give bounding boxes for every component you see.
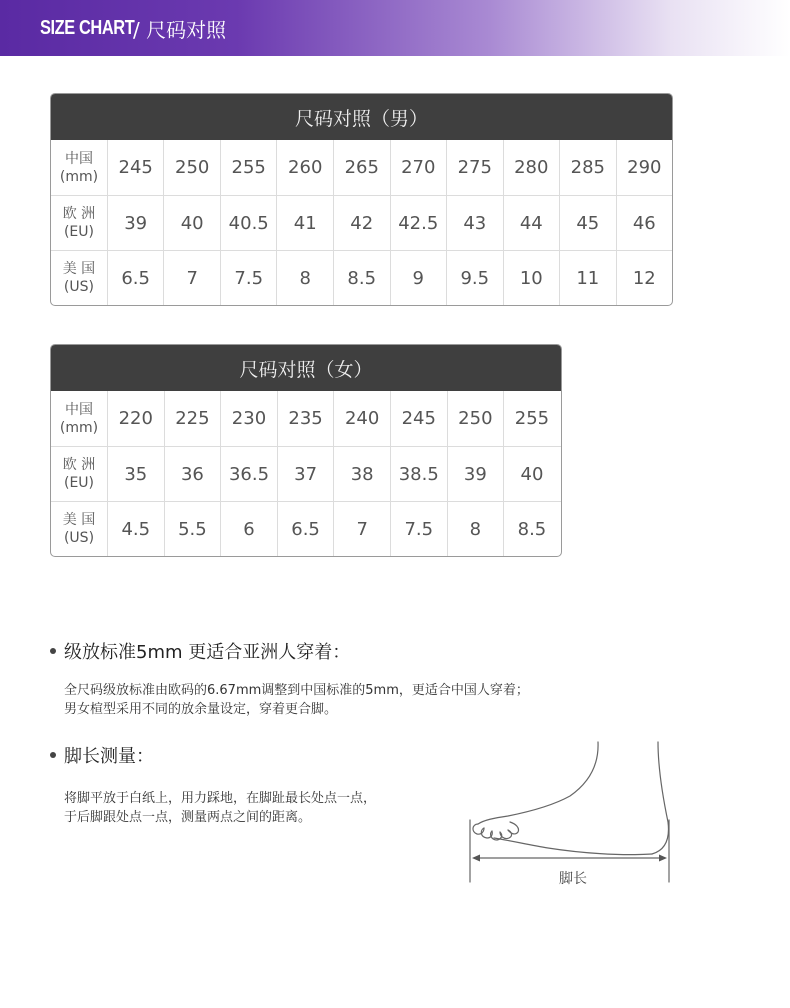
women-row-label <box>51 391 107 446</box>
women-size-cell: 220 <box>107 391 164 446</box>
row-label-unit: (mm) <box>59 168 99 185</box>
section-measure-heading: 脚长测量： <box>64 746 154 767</box>
foot-length-label: 脚长 <box>559 871 587 887</box>
men-size-cell: 280 <box>503 140 560 195</box>
foot-length-diagram <box>460 740 680 890</box>
section-grading-title <box>50 638 350 664</box>
foot-sole-outline <box>494 838 652 855</box>
foot-instep-outline <box>478 742 598 824</box>
men-size-cell: 265 <box>333 140 390 195</box>
men-size-cell: 9 <box>390 251 447 305</box>
women-table-title: 尺码对照（女） <box>51 345 561 391</box>
men-row-label <box>51 251 107 305</box>
row-label-name: 中国 <box>64 150 93 167</box>
arrow-right-icon <box>659 855 667 862</box>
women-size-cell: 35 <box>107 447 164 501</box>
men-size-cell: 285 <box>559 140 616 195</box>
men-size-cell: 41 <box>276 196 333 250</box>
women-row-label <box>51 447 107 501</box>
arrow-left-icon <box>472 855 480 862</box>
women-size-cell: 37 <box>277 447 334 501</box>
men-size-cell: 11 <box>559 251 616 305</box>
row-label-name: 美 国 <box>62 261 96 277</box>
women-size-cell: 7 <box>333 502 390 556</box>
section-measure-text <box>64 789 376 827</box>
women-size-cell: 7.5 <box>390 502 447 556</box>
men-size-cell: 255 <box>220 140 277 195</box>
section-measure-line: 将脚平放于白纸上，用力踩地，在脚趾最长处点一点， <box>64 791 377 806</box>
men-size-cell: 46 <box>616 196 673 250</box>
men-size-cell: 45 <box>559 196 616 250</box>
women-table-row <box>51 446 561 501</box>
women-size-cell: 5.5 <box>164 502 221 556</box>
section-grading-line: 全尺码级放标准由欧码的6.67mm调整到中国标准的5mm，更适合中国人穿着； <box>64 683 529 698</box>
women-size-cell: 36 <box>164 447 221 501</box>
section-measure-title <box>50 742 154 768</box>
men-size-cell: 8.5 <box>333 251 390 305</box>
section-grading-text <box>64 681 529 719</box>
row-label-unit: (EU) <box>63 224 94 240</box>
men-size-cell: 290 <box>616 140 673 195</box>
women-table-row <box>51 501 561 556</box>
header-banner <box>0 0 790 56</box>
bullet-dot-icon <box>50 648 56 654</box>
men-size-cell: 39 <box>107 196 164 250</box>
men-size-cell: 43 <box>446 196 503 250</box>
men-size-cell: 250 <box>163 140 220 195</box>
women-size-cell: 36.5 <box>220 447 277 501</box>
men-size-cell: 42.5 <box>390 196 447 250</box>
men-size-cell: 42 <box>333 196 390 250</box>
men-size-cell: 40.5 <box>220 196 277 250</box>
row-label-name: 美 国 <box>62 512 96 528</box>
row-label-unit: (mm) <box>59 419 99 436</box>
women-size-cell: 8.5 <box>503 502 560 556</box>
women-size-cell: 235 <box>277 391 334 446</box>
women-size-cell: 225 <box>164 391 221 446</box>
men-size-cell: 8 <box>276 251 333 305</box>
women-size-cell: 38 <box>333 447 390 501</box>
men-size-cell: 40 <box>163 196 220 250</box>
women-row-label <box>51 502 107 556</box>
men-size-cell: 6.5 <box>107 251 164 305</box>
women-size-table <box>50 344 562 557</box>
men-table-row <box>51 250 672 305</box>
women-size-cell: 39 <box>447 447 504 501</box>
men-size-cell: 7.5 <box>220 251 277 305</box>
banner-title-cn: / 尺码对照 <box>133 17 227 42</box>
men-row-label <box>51 196 107 250</box>
row-label-name: 中国 <box>65 401 93 418</box>
row-label-name: 欧 洲 <box>62 457 96 473</box>
women-size-cell: 255 <box>503 391 560 446</box>
men-size-cell: 10 <box>503 251 560 305</box>
women-size-cell: 4.5 <box>107 502 164 556</box>
men-size-table <box>50 93 673 306</box>
women-size-cell: 230 <box>220 391 277 446</box>
women-table-row <box>51 391 561 446</box>
women-size-cell: 245 <box>390 391 447 446</box>
men-row-label <box>51 140 107 195</box>
men-size-cell: 275 <box>446 140 503 195</box>
bullet-dot-icon <box>50 752 56 758</box>
men-size-cell: 12 <box>616 251 673 305</box>
row-label-unit: (EU) <box>63 475 95 491</box>
foot-heel-outline <box>652 742 668 854</box>
section-measure-line: 于后脚跟处点一点，测量两点之间的距离。 <box>64 810 312 825</box>
women-size-cell: 38.5 <box>390 447 447 501</box>
men-table-title: 尺码对照（男） <box>51 94 672 140</box>
section-grading-line: 男女楦型采用不同的放余量设定，穿着更合脚。 <box>64 702 338 717</box>
row-label-unit: (US) <box>63 530 95 546</box>
men-size-cell: 270 <box>390 140 447 195</box>
women-size-cell: 40 <box>503 447 560 501</box>
women-size-cell: 8 <box>447 502 504 556</box>
men-table-row <box>51 195 672 250</box>
women-size-cell: 250 <box>447 391 504 446</box>
men-size-cell: 245 <box>107 140 164 195</box>
men-size-cell: 260 <box>276 140 333 195</box>
women-size-cell: 6 <box>220 502 277 556</box>
toe-icon <box>508 822 519 834</box>
men-size-cell: 44 <box>503 196 560 250</box>
women-size-cell: 240 <box>333 391 390 446</box>
row-label-unit: (US) <box>63 279 94 295</box>
banner-title-en: SIZE CHART <box>40 16 135 39</box>
row-label-name: 欧 洲 <box>62 206 96 222</box>
men-size-cell: 7 <box>163 251 220 305</box>
section-grading-heading: 级放标准5mm 更适合亚洲人穿着： <box>64 642 351 663</box>
men-table-row <box>51 140 672 195</box>
men-size-cell: 9.5 <box>446 251 503 305</box>
women-size-cell: 6.5 <box>277 502 334 556</box>
